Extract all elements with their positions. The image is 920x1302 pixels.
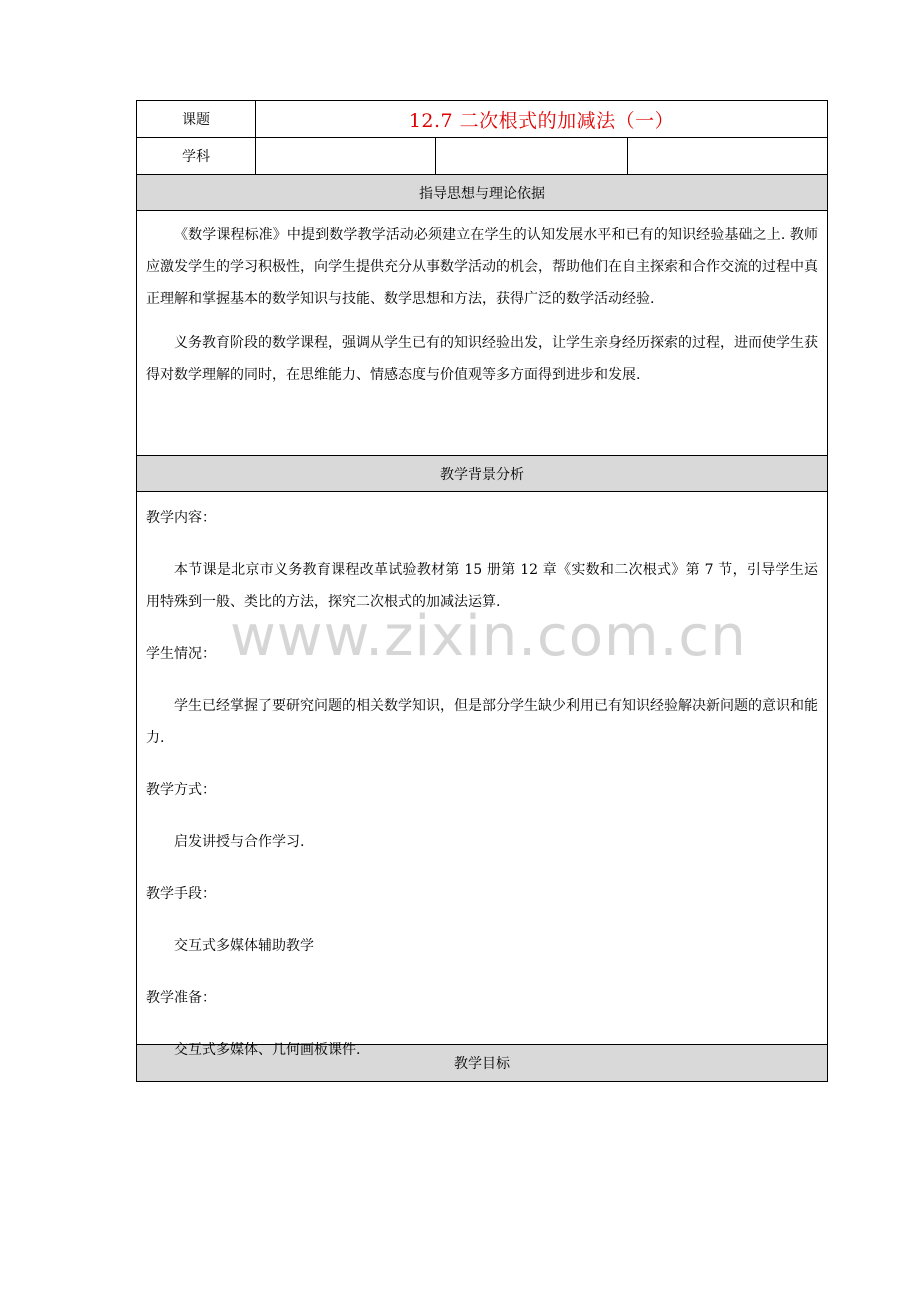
item-label: 学生情况： <box>146 646 216 662</box>
item-text: 交互式多媒体辅助教学 <box>174 938 314 954</box>
subject-cell-1 <box>256 138 436 174</box>
guiding-ideas-body <box>137 211 827 456</box>
item-text: 启发讲授与合作学习. <box>174 834 305 850</box>
paragraph: 义务教育阶段的数学课程，强调从学生已有的知识经验出发，让学生亲身经历探索的过程，进而使学生获得对数学理解的同时，在思维能力、情感态度与价值观等多方面得到进步和发展. <box>146 335 818 383</box>
section-heading-guiding-ideas: 指导思想与理论依据 <box>137 175 827 211</box>
topic-row <box>137 101 827 138</box>
item-text: 本节课是北京市义务教育课程改革试验教材第 15 册第 12 章《实数和二次根式》第 7 节，引导学生运用特殊到一般、类比的方法，探究二次根式的加减法运算. <box>146 562 818 610</box>
paragraph: 《数学课程标准》中提到数学教学活动必须建立在学生的认知发展水平和已有的知识经验基础之上. 教师应激发学生的学习积极性，向学生提供充分从事数学活动的机会，帮助他们在自主探索和合作交流的过程中真正理解和掌握基本的数学知识与技能、数学思想和方法，获得广泛的数学活动经验. <box>146 227 818 307</box>
item-text: 学生已经掌握了要研究问题的相关数学知识，但是部分学生缺少利用已有知识经验解决新问题的意识和能力. <box>146 698 818 746</box>
watermark: www.zixin.com.cn <box>230 604 747 669</box>
section-heading-objectives: 教学目标 <box>137 1045 827 1081</box>
topic-label: 课题 <box>137 101 256 137</box>
item-label: 教学内容： <box>146 510 216 526</box>
item-label: 教学手段： <box>146 886 216 902</box>
background-body <box>137 492 827 1058</box>
item-label: 教学准备： <box>146 990 216 1006</box>
subject-cell-3 <box>628 138 827 174</box>
subject-row <box>137 138 827 175</box>
item-label: 教学方式： <box>146 782 216 798</box>
item-text: 交互式多媒体、几何画板课件. <box>174 1042 361 1058</box>
lesson-plan-table <box>136 100 828 1082</box>
subject-cell-2 <box>436 138 628 174</box>
topic-value: 12.7 二次根式的加减法（一） <box>408 109 675 132</box>
subject-label: 学科 <box>137 138 256 174</box>
section-heading-background: 教学背景分析 <box>137 456 827 492</box>
